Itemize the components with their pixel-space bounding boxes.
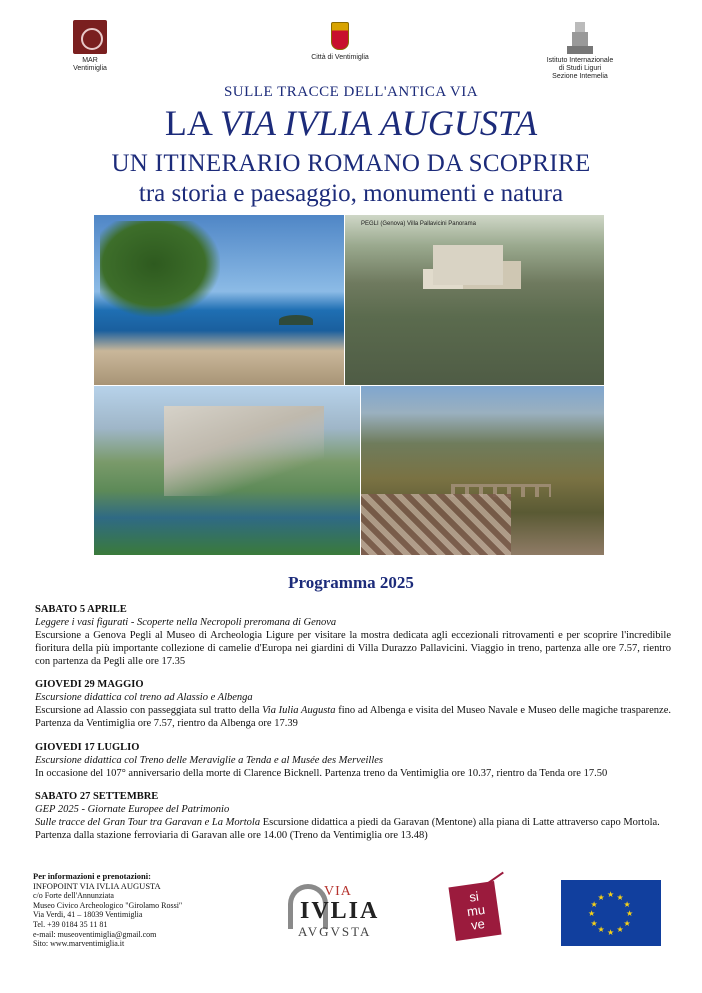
event-3 <box>35 741 671 780</box>
info-email[interactable]: e-mail: museoventimiglia@gmail.com <box>33 929 157 939</box>
photo-mountain-viaduct <box>361 386 604 555</box>
event-2-desc-italic: Via Iulia Augusta <box>262 705 336 716</box>
eu-star-icon: ★ <box>597 892 605 902</box>
simuve-line-2: mu <box>465 901 486 920</box>
main-title-prefix: LA <box>164 103 220 143</box>
event-4-date: SABATO 27 SETTEMBRE <box>35 791 159 802</box>
eu-star-icon: ★ <box>626 909 634 918</box>
eu-star-icon: ★ <box>616 892 624 902</box>
institute-label-2: di Studi Liguri <box>558 65 602 72</box>
event-2-desc-b: fino ad Albenga e visita del Museo Navale e Museo delle magiche trasparenze. Partenza da Ventimiglia ore 7.57, rientro da Albenga ore 17.39 <box>35 705 671 729</box>
eu-star-icon: ★ <box>597 925 605 935</box>
event-2-desc-a: Escursione ad Alassio con passeggiata sul tratto della <box>35 705 263 716</box>
tagline: tra storia e paesaggio, monumenti e natura <box>138 180 564 207</box>
eu-star-icon: ★ <box>616 925 624 935</box>
eu-star-icon: ★ <box>590 899 598 909</box>
citta-ventimiglia-logo <box>300 22 380 62</box>
event-2 <box>35 678 671 730</box>
mar-ventimiglia-logo <box>68 20 112 73</box>
photo-coastal-path <box>94 215 344 385</box>
mar-logo-city: Ventimiglia <box>73 65 107 72</box>
simuve-logo <box>446 880 510 940</box>
info-website[interactable]: Sito: www.marventimiglia.it <box>33 939 125 949</box>
cliff-shape <box>164 406 324 496</box>
via-ivlia-augusta-logo <box>286 884 384 940</box>
mar-logo-label: MAR <box>82 57 98 64</box>
event-4 <box>35 790 671 842</box>
event-1-description: Escursione a Genova Pegli al Museo di Archeologia Ligure per visitare la mostra dedicata agli eccezionali ritrovamenti e per scoprire l'incredibile fioritura della più importante collezione di camelie d'Europa nei giardini di Villa Durazzo Pallavicini. Viaggio in treno, partenza alle ore 7.57, rientro con partenza da Pegli alle ore 17.35 <box>35 630 671 667</box>
pine-tree-shape <box>100 221 220 317</box>
logo-avgvsta-text: AVGVSTA <box>298 924 372 939</box>
eu-star-icon: ★ <box>623 899 631 909</box>
event-2-title: Escursione didattica col treno ad Alassio e Albenga <box>35 692 253 703</box>
info-line-1: c/o Forte dell'Annunziata <box>33 891 114 901</box>
event-4-description <box>35 816 671 829</box>
info-phone[interactable]: Tel. +39 0184 35 11 81 <box>33 919 108 929</box>
institute-label-1: Istituto Internazionale <box>546 57 614 64</box>
event-2-date: GIOVEDI 29 MAGGIO <box>35 679 144 690</box>
istituto-studi-liguri-logo <box>535 20 625 81</box>
eu-stars-ring-icon <box>589 892 633 936</box>
mar-emblem-icon <box>73 20 107 54</box>
island-shape <box>279 315 313 325</box>
logo-via-text: VIA <box>324 884 352 899</box>
event-4-desc-a: Escursione didattica a piedi da Garavan (Mentone) alla piana di Latte attraverso capo Mortola. <box>260 817 660 828</box>
eu-star-icon: ★ <box>588 909 596 918</box>
info-line-2: Museo Civico Archeologico "Girolamo Rossi" <box>33 900 183 910</box>
villa-buildings-shape <box>433 245 503 285</box>
institute-label-3: Sezione Intemelia <box>552 73 608 80</box>
logo-ivlia-text: IVLIA <box>300 898 380 924</box>
event-2-description <box>35 704 671 730</box>
event-1 <box>35 603 671 668</box>
event-3-date: GIOVEDI 17 LUGLIO <box>35 742 140 753</box>
main-title <box>0 102 702 144</box>
photo-riviera-cliffs <box>94 386 360 555</box>
info-address: Via Verdi, 41 – 18039 Ventimiglia <box>33 910 143 920</box>
photo-pegli-postcard <box>345 215 604 385</box>
contact-info <box>33 872 213 949</box>
kicker-title: SULLE TRACCE DELL'ANTICA VIA <box>223 84 479 100</box>
event-1-date: SABATO 5 APRILE <box>35 604 127 615</box>
info-org: INFOPOINT VIA IVLIA AUGUSTA <box>33 880 161 891</box>
monument-icon <box>563 20 597 54</box>
simuve-line-1: si <box>468 888 480 905</box>
city-crest-icon <box>331 22 349 50</box>
event-4-title: GEP 2025 - Giornate Europee del Patrimonio <box>35 804 230 815</box>
event-4-desc-italic: Sulle tracce del Gran Tour tra Garavan e La Mortola <box>35 817 261 828</box>
postcard-caption: PEGLI (Genova) Villa Pallavicini Panorama <box>361 221 476 227</box>
simuve-text <box>453 887 498 934</box>
subtitle: UN ITINERARIO ROMANO DA SCOPRIRE <box>111 150 591 177</box>
event-3-title: Escursione didattica col Treno delle Meraviglie a Tenda e al Musée des Merveilles <box>35 755 383 766</box>
eu-flag-logo <box>561 880 661 946</box>
event-4-departure: Partenza dalla stazione ferroviaria di Garavan alle ore 14.00 (Treno da Ventimiglia ore 13.48) <box>35 830 428 841</box>
event-3-description: In occasione del 107° anniversario della morte di Clarence Bicknell. Partenza treno da Ventimiglia ore 10.37, rientro da Tenda ore 17.50 <box>35 768 608 779</box>
eu-star-icon: ★ <box>590 918 598 928</box>
village-roofs-shape <box>361 494 511 555</box>
program-heading: Programma 2025 <box>288 573 414 592</box>
eu-star-icon: ★ <box>607 928 615 937</box>
event-1-title: Leggere i vasi figurati - Scoperte nella Necropoli preromana di Genova <box>35 617 337 628</box>
simuve-line-3: ve <box>470 915 486 933</box>
city-logo-label: Città di Ventimiglia <box>311 54 369 61</box>
info-heading: Per informazioni e prenotazioni: <box>33 871 151 881</box>
main-title-italic: VIA IVLIA AUGUSTA <box>219 103 538 143</box>
eu-star-icon: ★ <box>607 890 615 899</box>
eu-star-icon: ★ <box>623 918 631 928</box>
